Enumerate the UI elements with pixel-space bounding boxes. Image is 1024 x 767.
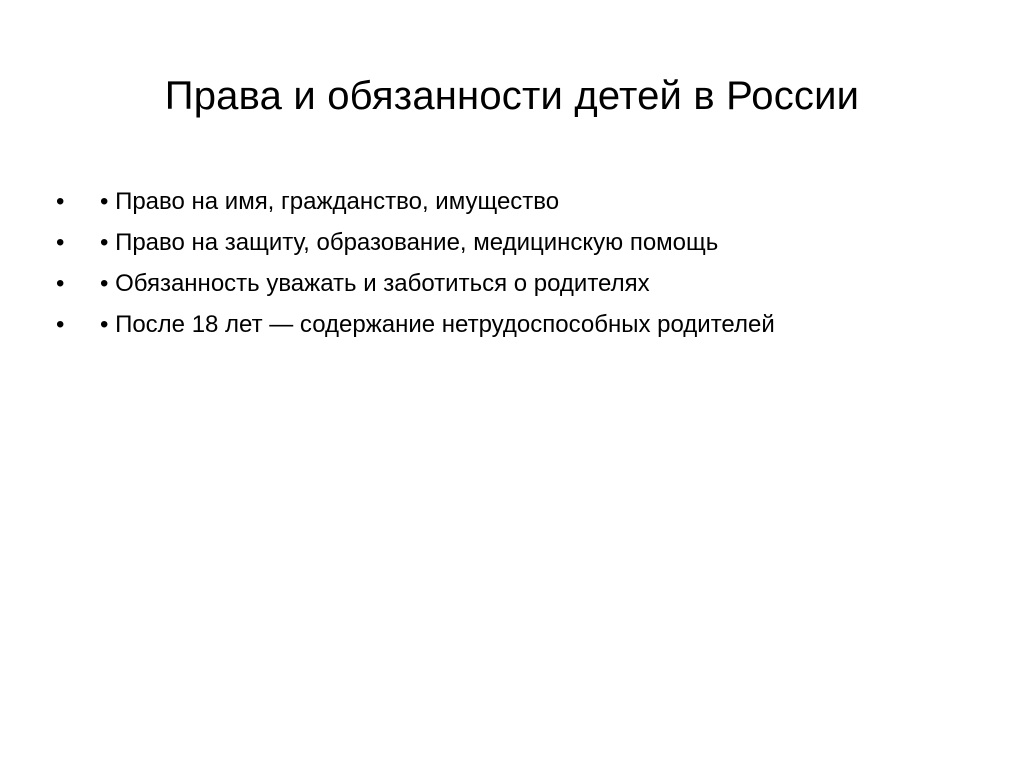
slide-title: Права и обязанности детей в России <box>164 74 860 118</box>
list-item <box>56 264 996 305</box>
bullet-text: • После 18 лет — содержание нетрудоспособных родителей <box>100 311 775 338</box>
bullet-marker: • <box>56 311 65 338</box>
bullet-marker: • <box>56 188 65 215</box>
bullet-text: • Право на имя, гражданство, имущество <box>100 188 560 215</box>
bullet-text: • Обязанность уважать и заботиться о родителях <box>100 270 650 297</box>
list-item <box>56 223 996 264</box>
bullet-marker: • <box>56 229 65 256</box>
list-item <box>56 305 996 346</box>
list-item <box>56 182 996 223</box>
bullet-text: • Право на защиту, образование, медицинскую помощь <box>100 229 719 256</box>
bullet-list <box>56 182 996 346</box>
bullet-marker: • <box>56 270 65 297</box>
